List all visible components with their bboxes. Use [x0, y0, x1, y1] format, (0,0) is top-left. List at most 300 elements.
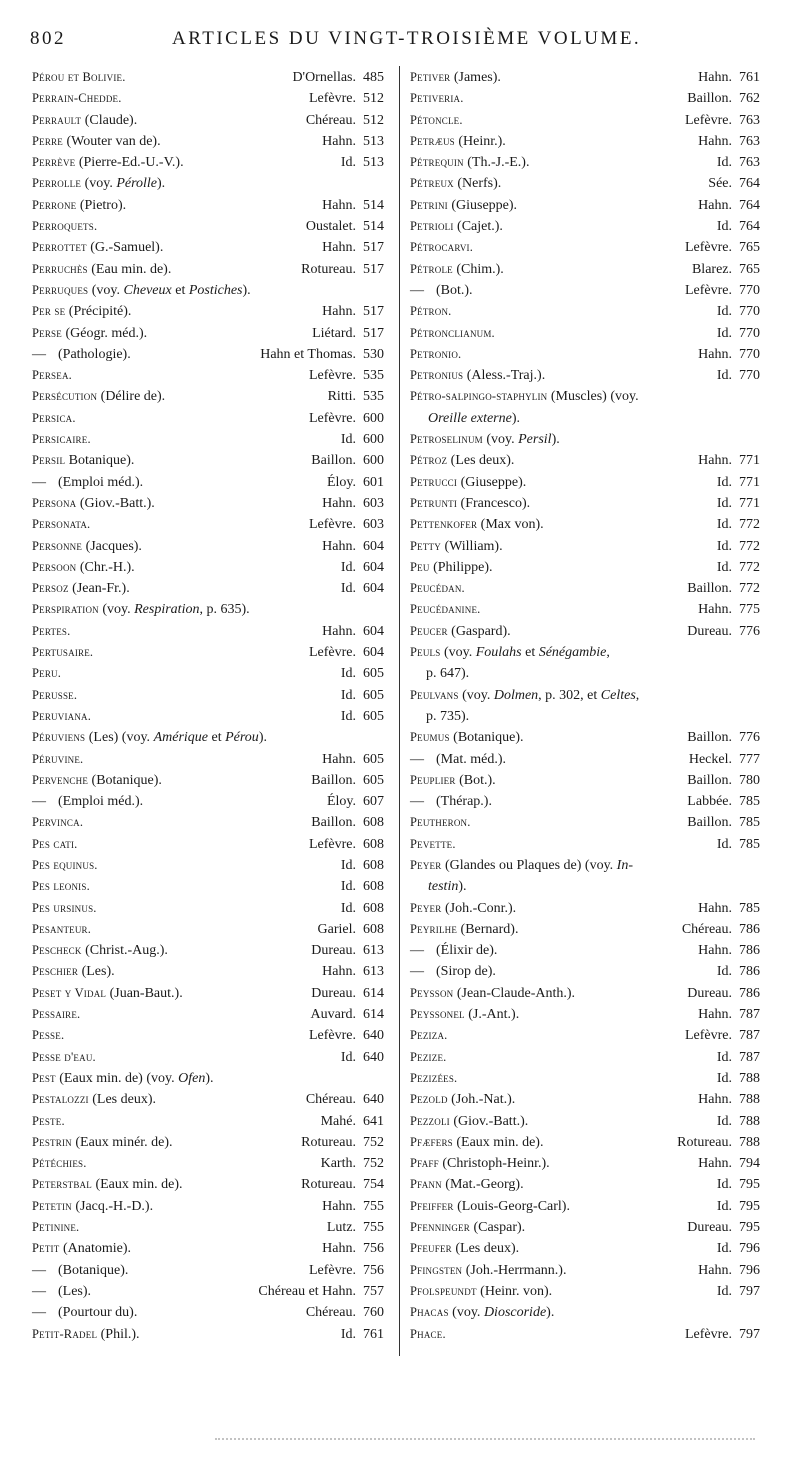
entry-heading: Perroquets.	[32, 219, 98, 234]
entry-heading: Pfingsten	[410, 1262, 463, 1277]
entry-page: 755	[363, 1198, 384, 1214]
entry-reference	[321, 1153, 384, 1174]
bottom-rule	[215, 1438, 755, 1442]
entry-page: 608	[363, 815, 384, 831]
entry-reference	[306, 216, 384, 237]
entry-reference	[685, 1324, 760, 1345]
entry-author: Id.	[340, 687, 356, 703]
entry-page: 787	[739, 1049, 760, 1065]
entry-detail: (Max von).	[477, 517, 544, 533]
entry-reference	[341, 578, 384, 599]
entry-detail: (Nerfs).	[453, 176, 502, 192]
entry-detail: (Botanique).	[449, 730, 524, 746]
entry-heading: Peru.	[32, 666, 62, 681]
entry-heading: Petroselinum	[410, 432, 483, 447]
entry-author: Id.	[716, 474, 732, 490]
entry-page: 604	[363, 581, 384, 597]
entry-reference	[687, 770, 760, 791]
index-entry	[32, 450, 384, 471]
index-entry	[32, 1174, 384, 1195]
entry-page: 797	[739, 1283, 760, 1299]
entry-detail: (Chim.).	[452, 261, 504, 277]
entry-heading: Persécution	[32, 389, 98, 404]
entry-heading: Pertusaire.	[32, 645, 94, 660]
ditto-dash: —	[410, 943, 424, 959]
index-entry	[32, 1089, 384, 1110]
entry-reference	[698, 344, 760, 365]
index-entry	[410, 386, 760, 407]
entry-page: 601	[363, 474, 384, 490]
index-entry	[410, 429, 760, 450]
entry-reference	[258, 1281, 384, 1302]
entry-page: 605	[363, 751, 384, 767]
entry-heading: Pétrequin	[410, 155, 464, 170]
entry-author: Hahn.	[322, 133, 356, 149]
index-entry	[32, 919, 384, 940]
entry-author: Chéreau.	[681, 921, 732, 937]
entry-reference	[309, 365, 384, 386]
entry-heading: Peziza.	[410, 1028, 448, 1043]
entry-page: 752	[363, 1134, 384, 1150]
entry-detail: (Les) (voy.	[85, 730, 154, 746]
entry-heading: Pestalozzi	[32, 1092, 89, 1107]
index-entry	[32, 237, 384, 258]
page-number: 802	[30, 28, 66, 49]
entry-author: Baillon.	[687, 772, 732, 788]
entry-reference	[322, 749, 384, 770]
entry-heading: Peu	[410, 559, 430, 574]
entry-heading: Peyer	[410, 900, 442, 915]
entry-page: 764	[739, 219, 760, 235]
entry-heading: Pfeiffer	[410, 1198, 454, 1213]
entry-author: Hahn.	[698, 602, 732, 618]
entry-reference	[687, 727, 760, 748]
entry-page: 756	[363, 1241, 384, 1257]
entry-author: Éloy.	[326, 474, 356, 490]
entry-detail: (Claude).	[81, 112, 138, 128]
entry-reference	[682, 919, 760, 940]
index-entry	[410, 961, 760, 982]
entry-page: 757	[363, 1283, 384, 1299]
index-entry	[32, 876, 384, 897]
entry-detail: (Botanique).	[58, 1262, 129, 1278]
entry-author: Hahn.	[322, 1241, 356, 1257]
entry-detail: (Élixir de).	[436, 943, 498, 959]
entry-heading: Perrève	[32, 155, 76, 170]
entry-reference	[322, 493, 384, 514]
entry-page: 600	[363, 410, 384, 426]
entry-heading: Persea.	[32, 368, 72, 383]
index-entry	[32, 1153, 384, 1174]
entry-page: 771	[739, 495, 760, 511]
entry-author: Lefèvre.	[308, 91, 356, 107]
entry-detail: (Les).	[58, 1283, 92, 1299]
entry-author: Dureau.	[311, 943, 356, 959]
entry-heading: Petit	[32, 1241, 60, 1256]
entry-reference	[341, 1047, 384, 1068]
index-entry	[32, 578, 384, 599]
index-entry	[410, 876, 760, 897]
index-entry	[410, 365, 760, 386]
cross-reference: Celtes	[600, 687, 636, 703]
entry-reference	[687, 88, 760, 109]
entry-reference	[306, 1089, 384, 1110]
entry-page: 785	[739, 815, 760, 831]
entry-heading: Pfæfers	[410, 1134, 453, 1149]
entry-page: 608	[363, 921, 384, 937]
index-entry	[32, 855, 384, 876]
entry-page: 764	[739, 176, 760, 192]
entry-heading: Péruviens	[32, 730, 86, 745]
cross-reference: Ofen	[178, 1070, 206, 1086]
entry-heading: Personne	[32, 538, 83, 553]
index-entry	[410, 536, 760, 557]
entry-detail: (Délire de).	[97, 389, 166, 405]
entry-detail: (Thérap.).	[436, 794, 492, 810]
entry-reference	[311, 812, 384, 833]
index-entry	[32, 88, 384, 109]
entry-author: Hahn.	[322, 751, 356, 767]
entry-reference	[328, 386, 384, 407]
entry-page: 795	[739, 1198, 760, 1214]
entry-heading: Perruchès	[32, 261, 88, 276]
entry-reference	[717, 493, 760, 514]
entry-reference	[698, 599, 760, 620]
index-entry	[410, 834, 760, 855]
entry-page: 765	[739, 240, 760, 256]
entry-author: Lefèvre.	[684, 1326, 732, 1342]
entry-reference	[717, 834, 760, 855]
entry-author: Id.	[340, 857, 356, 873]
entry-page: 788	[739, 1134, 760, 1150]
entry-heading: Petiveria.	[410, 91, 464, 106]
entry-page: 512	[363, 91, 384, 107]
entry-detail: (G.-Samuel).	[86, 240, 164, 256]
index-entry	[410, 1132, 760, 1153]
entry-page: 796	[739, 1262, 760, 1278]
entry-page: 604	[363, 559, 384, 575]
index-entry	[32, 1132, 384, 1153]
entry-detail: (Jean-Claude-Anth.).	[453, 985, 576, 1001]
entry-detail: (voy.	[98, 602, 135, 618]
entry-reference	[322, 536, 384, 557]
entry-heading: Perre	[32, 133, 63, 148]
entry-detail: (Joh.-Herrmann.).	[462, 1262, 567, 1278]
entry-reference	[309, 642, 384, 663]
entry-author: Hahn.	[322, 623, 356, 639]
running-title: ARTICLES DU VINGT-TROISIÈME VOLUME.	[172, 28, 642, 49]
entry-reference	[685, 280, 760, 301]
cross-reference: testin	[428, 879, 459, 895]
cross-reference: Amérique	[153, 730, 208, 746]
entry-author: Lefèvre.	[308, 836, 356, 852]
entry-heading: Pfann	[410, 1177, 442, 1192]
entry-reference	[698, 195, 760, 216]
entry-detail: (Jacq.-H.-D.).	[71, 1198, 154, 1214]
entry-reference	[717, 1068, 760, 1089]
entry-author: Id.	[340, 1049, 356, 1065]
entry-page: 763	[739, 155, 760, 171]
entry-heading: Petrucci	[410, 474, 458, 489]
entry-author: Hahn.	[698, 70, 732, 85]
entry-page: 770	[739, 325, 760, 341]
entry-heading: Peumus	[410, 730, 450, 745]
entry-detail: (Mat.-Georg).	[441, 1177, 524, 1193]
entry-author: Hahn.	[322, 197, 356, 213]
entry-reference	[309, 514, 384, 535]
cross-reference: Oreille externe	[428, 410, 512, 426]
entry-detail: (Mat. méd.).	[436, 751, 506, 767]
entry-detail: (Glandes ou Plaques de) (voy.	[441, 857, 617, 873]
entry-reference	[321, 1111, 384, 1132]
entry-reference	[687, 983, 760, 1004]
entry-page: 614	[363, 985, 384, 1001]
entry-detail: (William).	[440, 538, 503, 554]
entry-reference	[717, 536, 760, 557]
entry-reference	[698, 450, 760, 471]
entry-heading: Perusse.	[32, 687, 78, 702]
entry-page: 605	[363, 772, 384, 788]
entry-reference	[717, 1281, 760, 1302]
entry-reference	[687, 791, 760, 812]
entry-author: Liétard.	[312, 325, 356, 341]
index-entry	[32, 599, 384, 620]
entry-detail: (Pathologie).	[58, 346, 131, 362]
index-entry	[410, 1089, 760, 1110]
ditto-dash: —	[32, 474, 46, 490]
index-entry	[32, 1004, 384, 1025]
entry-reference	[685, 1025, 760, 1046]
entry-page: 755	[363, 1220, 384, 1236]
entry-heading: Pétoncle.	[410, 112, 463, 127]
entry-author: Id.	[716, 304, 732, 320]
entry-heading: Pfaff	[410, 1156, 439, 1171]
entry-page: 780	[739, 772, 760, 788]
entry-author: Id.	[340, 581, 356, 597]
entry-reference	[685, 237, 760, 258]
entry-page: 785	[739, 836, 760, 852]
entry-heading: Personata.	[32, 517, 91, 532]
entry-heading: Pétéchies.	[32, 1156, 87, 1171]
index-entry	[410, 514, 760, 535]
entry-page: 614	[363, 1007, 384, 1023]
cross-reference: Respiration	[134, 602, 200, 618]
entry-page: 796	[739, 1241, 760, 1257]
entry-detail: (Giuseppe).	[457, 474, 527, 490]
entry-reference	[717, 961, 760, 982]
entry-heading: Pesse.	[32, 1028, 65, 1043]
entry-author: Éloy.	[326, 794, 356, 810]
entry-heading: Pétronclianum.	[410, 325, 495, 340]
cross-reference: Sénégambie	[538, 645, 607, 661]
entry-heading: Persoon	[32, 559, 77, 574]
cross-reference: Persil	[518, 432, 552, 448]
entry-detail: (Eaux minér. de).	[71, 1134, 173, 1150]
entry-reference	[677, 1132, 760, 1153]
index-entry	[32, 791, 384, 812]
entry-reference	[311, 770, 384, 791]
cross-reference: Foulahs	[475, 645, 522, 661]
index-entry	[410, 237, 760, 258]
entry-reference	[301, 1174, 384, 1195]
entry-detail: et	[521, 645, 539, 661]
index-entry	[32, 67, 384, 88]
entry-page: 513	[363, 133, 384, 149]
entry-page: 640	[363, 1028, 384, 1044]
entry-reference	[717, 557, 760, 578]
entry-page: 786	[739, 921, 760, 937]
entry-heading: Petinine.	[32, 1220, 80, 1235]
index-entry	[410, 280, 760, 301]
entry-page: 752	[363, 1156, 384, 1172]
index-entry	[32, 195, 384, 216]
entry-page: 771	[739, 453, 760, 469]
ditto-dash: —	[32, 794, 46, 810]
entry-detail: (Les deux).	[451, 1241, 520, 1257]
entry-author: Sée.	[708, 176, 732, 192]
entry-page: 772	[739, 517, 760, 533]
index-entry	[32, 131, 384, 152]
entry-heading: Pétron.	[410, 304, 452, 319]
entry-detail: et	[171, 282, 189, 298]
entry-author: Baillon.	[687, 91, 732, 107]
index-entry	[410, 855, 760, 876]
entry-heading: Peuls	[410, 645, 441, 660]
entry-reference	[341, 855, 384, 876]
entry-heading: Peyrilhe	[410, 921, 458, 936]
entry-page: 788	[739, 1070, 760, 1086]
entry-page: 771	[739, 474, 760, 490]
entry-heading: Pervenche	[32, 772, 89, 787]
entry-author: Hahn.	[322, 240, 356, 256]
index-entry	[410, 663, 760, 684]
entry-reference	[341, 557, 384, 578]
entry-page: 786	[739, 985, 760, 1001]
entry-reference	[327, 472, 384, 493]
entry-detail: (Les).	[78, 964, 115, 980]
index-entry	[410, 88, 760, 109]
entry-author: Id.	[716, 559, 732, 575]
entry-page: 794	[739, 1156, 760, 1172]
entry-heading: Peyssonel	[410, 1007, 465, 1022]
index-entry	[32, 216, 384, 237]
index-entry	[410, 195, 760, 216]
entry-heading: Persica.	[32, 410, 76, 425]
index-entry	[410, 706, 760, 727]
index-entry	[32, 812, 384, 833]
entry-page: 604	[363, 645, 384, 661]
entry-heading: Perspiration	[32, 602, 99, 617]
entry-heading: Perse	[32, 325, 62, 340]
entry-detail: (Eaux min. de) (voy.	[55, 1070, 179, 1086]
entry-heading: Pes leonis.	[32, 879, 90, 894]
entry-reference	[306, 1302, 384, 1323]
entry-reference	[311, 983, 384, 1004]
entry-page: 777	[739, 751, 760, 767]
entry-author: Baillon.	[687, 815, 732, 831]
cross-reference: Pérou	[225, 730, 259, 746]
entry-detail: (Bot.).	[455, 772, 496, 788]
entry-reference	[322, 131, 384, 152]
entry-author: Lefèvre.	[308, 1028, 356, 1044]
index-entry	[410, 1217, 760, 1238]
entry-author: Id.	[716, 836, 732, 852]
entry-author: Id.	[716, 1177, 732, 1193]
entry-reference	[311, 450, 384, 471]
entry-author: Chéreau et Hahn.	[258, 1283, 356, 1299]
entry-page: 785	[739, 900, 760, 916]
entry-author: Baillon.	[311, 815, 356, 831]
entry-detail: (Heinr. von).	[476, 1283, 553, 1299]
entry-detail: (Muscles) (voy.	[547, 389, 639, 405]
entry-heading: Pesanteur.	[32, 921, 92, 936]
entry-detail: (voy.	[440, 645, 476, 661]
entry-reference	[717, 216, 760, 237]
entry-heading: Pétreux	[410, 176, 454, 191]
entry-author: Id.	[340, 559, 356, 575]
entry-author: Chéreau.	[305, 112, 356, 128]
index-entry	[410, 557, 760, 578]
entry-detail: ,	[606, 645, 610, 661]
entry-detail: p. 735).	[426, 708, 470, 724]
entry-page: 764	[739, 197, 760, 213]
entry-author: Hahn.	[322, 1198, 356, 1214]
cross-reference: Dolmen	[493, 687, 539, 703]
entry-page: 535	[363, 368, 384, 384]
entry-author: Rotureau.	[677, 1134, 732, 1150]
entry-detail: (voy.	[81, 176, 117, 192]
entry-detail: (Pietro).	[76, 197, 127, 213]
entry-author: Gariel.	[317, 921, 356, 937]
index-entry	[410, 1111, 760, 1132]
index-entry	[410, 131, 760, 152]
index-entry	[410, 152, 760, 173]
entry-detail: (Eaux min. de).	[91, 1177, 183, 1193]
entry-reference	[292, 67, 384, 88]
index-entry	[32, 1068, 384, 1089]
entry-heading: Perrault	[32, 112, 82, 127]
entry-heading: Petronio.	[410, 346, 462, 361]
entry-detail: ).	[551, 432, 560, 448]
entry-reference	[341, 429, 384, 450]
entry-heading: Peucédan.	[410, 581, 465, 596]
entry-reference	[698, 131, 760, 152]
entry-page: 775	[739, 602, 760, 618]
entry-author: Hahn.	[698, 1092, 732, 1108]
entry-heading: Pescheck	[32, 943, 82, 958]
entry-detail: (Eaux min. de).	[452, 1134, 544, 1150]
entry-heading: Petetin	[32, 1198, 72, 1213]
index-entry	[410, 727, 760, 748]
index-entry	[410, 812, 760, 833]
entry-detail: (Joh.-Nat.).	[447, 1092, 516, 1108]
entry-page: 770	[739, 368, 760, 384]
entry-author: Id.	[716, 368, 732, 384]
entry-page: 786	[739, 943, 760, 959]
index-entry	[32, 727, 384, 748]
entry-author: Dureau.	[687, 623, 732, 639]
entry-author: Lefèvre.	[684, 112, 732, 128]
index-entry	[32, 621, 384, 642]
entry-heading: Pétrocarvi.	[410, 240, 474, 255]
entry-reference	[692, 259, 760, 280]
index-entry	[410, 67, 760, 88]
entry-reference	[698, 1260, 760, 1281]
entry-page: 760	[363, 1305, 384, 1321]
index-entry	[32, 1025, 384, 1046]
entry-heading: Peysson	[410, 985, 454, 1000]
index-entry	[32, 1324, 384, 1345]
